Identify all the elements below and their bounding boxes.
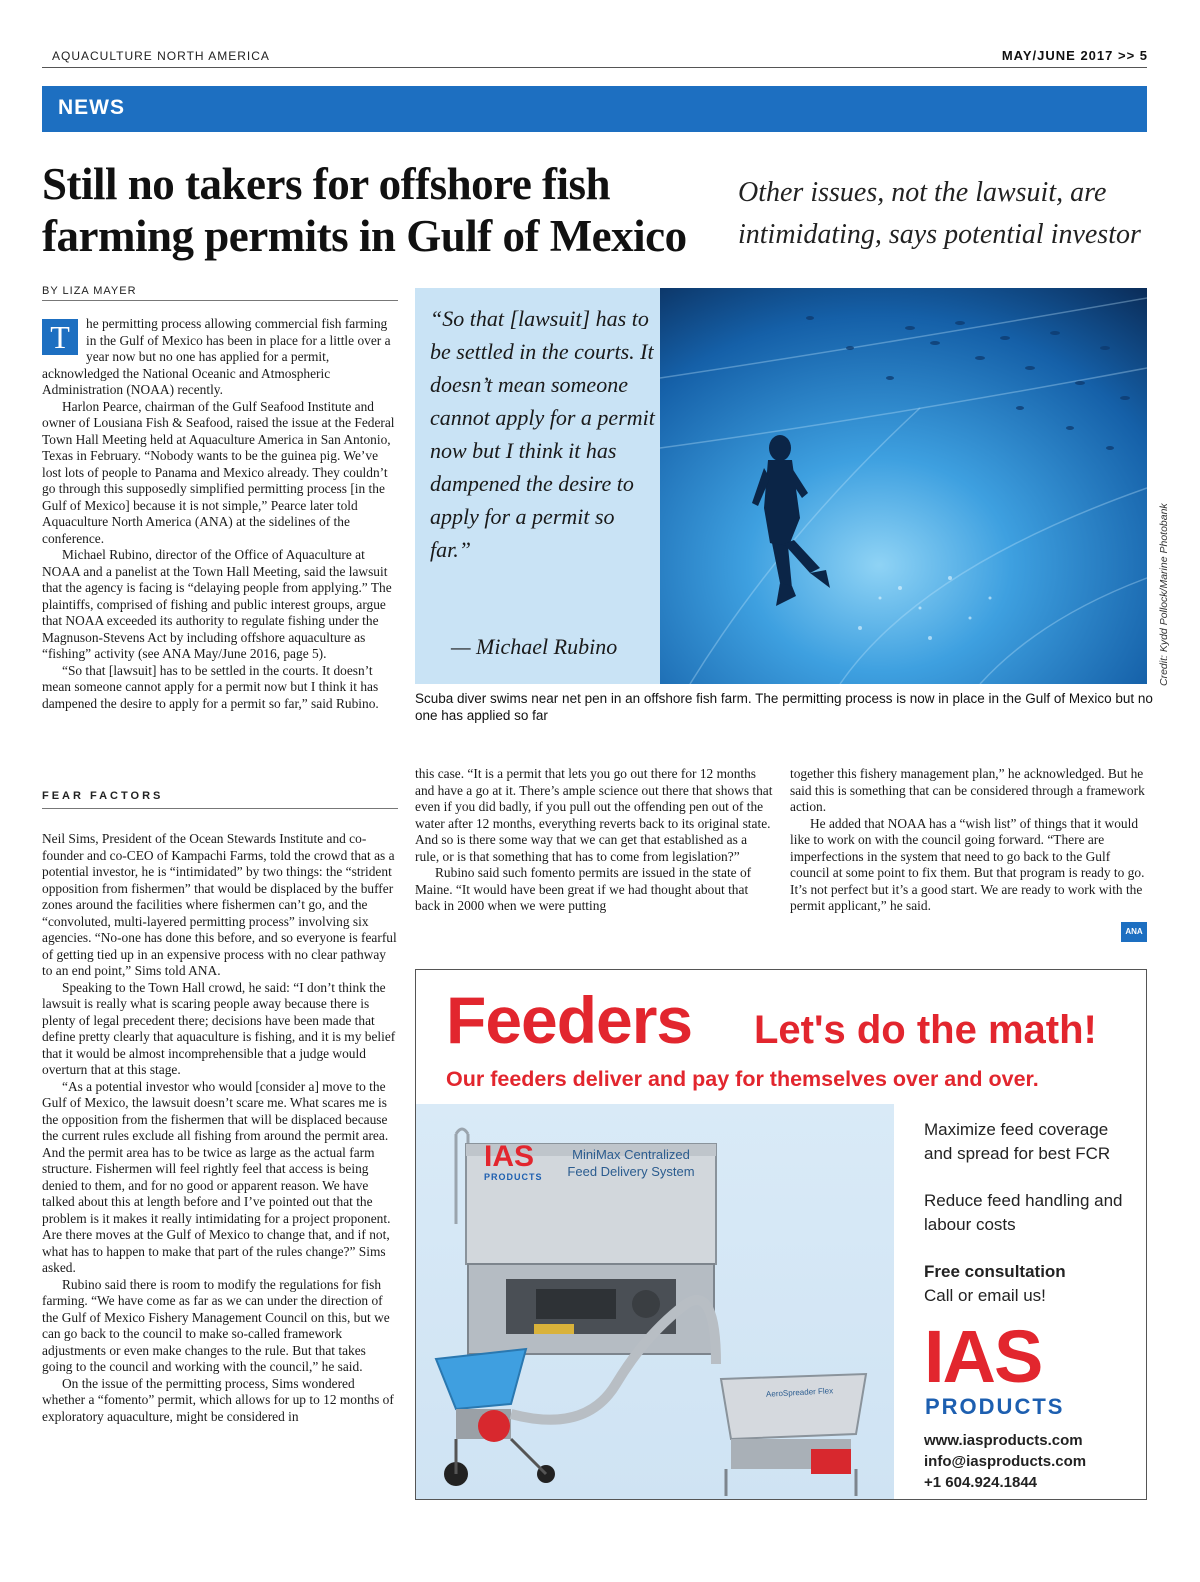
end-mark-badge: ANA (1121, 922, 1147, 942)
ad-cta: Call or email us! (924, 1286, 1046, 1305)
pull-quote-text: “So that [lawsuit] has to be settled in the courts. It doesn’t mean someone cannot apply for a permit now but I think it has dampened the desire to apply for a permit so far.” (430, 306, 655, 562)
paragraph: “As a potential investor who would [consider a] move to the Gulf of Mexico, the lawsuit doesn’t scare me. What scares me is the opposition from the fishermen that will be displaced because the current rules exclude all fishing from around the permit area. And the permit area has to be twice as large as the actual farm structure. Fishermen will feel rightly feel that access is being denied to them, and for no good or apparent reason. We have talked about this at length before and I’ve pointed out that the problem is it makes it really intimidating for a project proponent. Are there moves at the Gulf of Mexico to change that, and if not, what has to happen to make that part of the rules change?” Sims asked. (42, 1078, 391, 1275)
drop-cap: T (42, 319, 78, 355)
subhead-divider (42, 808, 398, 809)
feeder-machines-image (416, 1104, 894, 1499)
paragraph: Michael Rubino, director of the Office of Aquaculture at NOAA and a panelist at the Town Hall Meeting, said the lawsuit that the agency is facing is “delaying people from applying.” The plaintiffs, comprised of fishing and public interest groups, argue that NOAA exceeded its authority to regulate fishing under the Magnuson-Stevens Act by including offshore aquaculture as “fishing” activity (see ANA May/June 2016, page 5). (42, 547, 392, 661)
byline-divider (42, 300, 398, 301)
ad-headline: Feeders (446, 983, 693, 1057)
column-3 (790, 766, 1147, 915)
issue-page: MAY/JUNE 2017 >> 5 (1001, 48, 1148, 63)
ad-point-handling: Reduce feed handling and labour costs (924, 1191, 1123, 1234)
photo-caption: Scuba diver swims near net pen in an offshore fish farm. The permitting process is now in place in the Gulf of Mexico but no one has applied so far (415, 691, 1153, 723)
paragraph: together this fishery management plan,” he acknowledged. But he said this is something that can be considered through a framework action. (790, 766, 1145, 814)
ad-phone[interactable]: +1 604.924.1844 (924, 1474, 1038, 1491)
ad-subline: Our feeders deliver and pay for themselves over and over. (446, 1067, 1039, 1091)
ias-logo: IAS (924, 1315, 1042, 1398)
pull-quote (415, 288, 660, 684)
paragraph: Harlon Pearce, chairman of the Gulf Seafood Institute and owner of Lousiana Fish & Seafood, raised the issue at the Federal Town Hall Meeting held at Aquaculture America in San Antonio, Texas in February. “Nobody wants to be the guinea pig. We’ve lost lots of people to Panama and Mexico already. They couldn’t go through this supposedly simplified permitting process [in the Gulf of Mexico] because it is not simple,” Pearce later told Aquaculture North America (ANA) at the sidelines of the conference. (42, 398, 395, 546)
paragraph: Rubino said such fomento permits are issued in the state of Maine. “It would have been great if we had thought about that back in 2000 when we were putting (415, 865, 752, 913)
headline: Still no takers for offshore fish farming permits in Gulf of Mexico (42, 159, 687, 261)
paragraph: T he permitting process allowing commercial fish farming in the Gulf of Mexico has been in place for a little over a year now but no one has applied for a permit, acknowledged the National Oceanic and Atmospheric Administration (NOAA) recently. (42, 316, 391, 397)
machine-logo-sub: PRODUCTS (484, 1172, 543, 1182)
column-1-top (42, 316, 398, 712)
machine-logo (484, 1142, 543, 1182)
machine-logo-text: IAS (484, 1140, 535, 1173)
photo-credit: Credit: Kydd Pollock/Marine Photobank (1158, 503, 1170, 686)
paragraph: Neil Sims, President of the Ocean Stewards Institute and co-founder and co-CEO of Kampachi Farms, told the crowd that as a potential investor, he is “intimidated” by two things: the “strident opposition from fishermen” that would be displaced by the buffer zones around the facilities where fishermen can’t go, and the “convoluted, multi-layered permitting process” involving six agencies. “No-one has done this before, and so everyone is fearful of getting tied up in an expensive process with no clear pathway to an end point,” Sims told ANA. (42, 831, 397, 978)
ad-cta-bold: Free consultation (924, 1262, 1066, 1281)
machine-label: MiniMax Centralized Feed Delivery System (567, 1147, 695, 1179)
paragraph: this case. “It is a permit that lets you go out there for 12 months and have a go at it. There’s ample science out there that shows that even if you did badly, if you pull out the offending pen out of the water after 12 months, everything reverts back to its original state. And so is there some way that we can get that established as a rule, or is that something that has to come from legislation?” (415, 766, 773, 864)
diver-photo-illustration (660, 288, 1147, 684)
paragraph: Speaking to the Town Hall crowd, he said: “I don’t think the lawsuit is really what is scaring people away because there is plenty of legal precedent there; decisions have been made that define pretty clearly that aquaculture is fishing, and it is my belief that it would be almost incomprehensible that a judge would overturn that at this stage. (42, 979, 396, 1077)
ad-contact-block (924, 1430, 1086, 1493)
paragraph: He added that NOAA has a “wish list” of things that it would like to work on with the council going forward. “There are imperfections in the system that need to go back to the Gulf council at some point to fix them. But that program is ready to go. It’s not perfect but it’s a good start. We are ready to work with the permit applicant,” he said. (790, 815, 1145, 913)
column-2 (415, 766, 773, 915)
subhead: FEAR FACTORS (42, 790, 164, 802)
ias-logo-sub: PRODUCTS (925, 1394, 1065, 1419)
ad-website-link[interactable]: www.iasproducts.com (924, 1432, 1083, 1449)
header-divider (42, 67, 1147, 68)
ias-advertisement[interactable] (415, 969, 1147, 1500)
byline: BY LIZA MAYER (42, 285, 137, 297)
ad-point-coverage: Maximize feed coverage and spread for best FCR (924, 1120, 1111, 1163)
paragraph: “So that [lawsuit] has to be settled in the courts. It doesn’t mean someone cannot apply for a permit now but I think it has dampened the desire to apply for a permit so far,” said Rubino. (42, 662, 379, 711)
ad-tagline: Let's do the math! (754, 1008, 1097, 1052)
ad-email-link[interactable]: info@iasproducts.com (924, 1453, 1087, 1470)
section-label: NEWS (58, 96, 125, 119)
pull-quote-attribution: — Michael Rubino (451, 634, 618, 659)
column-1-bottom (42, 831, 398, 1425)
paragraph: Rubino said there is room to modify the regulations for fish farming. “We have come as far as we can under the direction of the Gulf of Mexico Fishery Management Council on this, but we can go back to the council to make so-called framework adjustments or even make changes to the rule. But that takes going to the council and working with the council,” he said. (42, 1276, 390, 1374)
dek: Other issues, not the lawsuit, are intimidating, says potential investor (738, 177, 1141, 250)
paragraph: On the issue of the permitting process, Sims wondered whether a “fomento” permit, which allows for up to 12 months of exploratory aquaculture, might be considered in (42, 1375, 394, 1424)
section-bar (42, 86, 1147, 132)
spreader-label: AeroSpreader Flex (765, 1386, 834, 1399)
publication-name: AQUACULTURE NORTH AMERICA (52, 49, 270, 63)
diver-photo (660, 288, 1147, 684)
